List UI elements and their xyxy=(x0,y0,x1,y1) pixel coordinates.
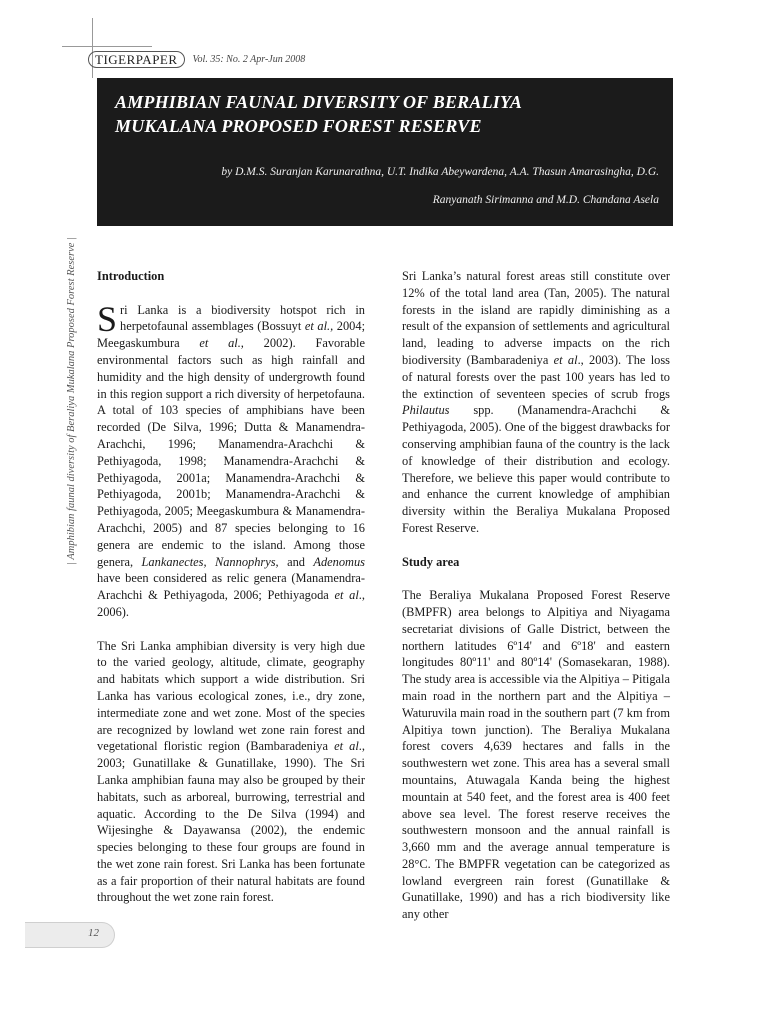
section-heading-study-area: Study area xyxy=(402,554,460,569)
intro-paragraph-2: The Sri Lanka amphibian diversity is very high due to the varied geology, altitude, climate, geography and habitats which support a wide distribution. Sri Lanka has various ecological zones, i.e., dry zone, intermediate zone and wet zone. Most of the species are recognized by lowland wet zone rain forest and vegetational floristic region (Bambaradeniya et al., 2003; Gunatillake & Gunatillake, 1990). The Sri Lanka amphibian fauna may also be grouped by their habitats, such as arboreal, burrowing, terrestrial and aquatic. According to the De Silva (1994) and Wijesinghe & Dayawansa (2002), the endemic species belonging to these four groups are found in the wet zone rain forest. Sri Lanka has been fortunate as a fair proportion of their natural habitats are found throughout the wet zone rain forest. xyxy=(97,638,365,905)
page-number-tab xyxy=(25,922,115,948)
journal-logo: TIGERPAPER xyxy=(88,51,185,68)
study-area-paragraph: The Beraliya Mukalana Proposed Forest Reserve (BMPFR) area belongs to Alpitiya and Niyagama secretariat divisions of Galle District, between the northern latitudes 6º14' and 6º18' and eastern longitudes 80º11' and 80º14' (Somasekaran, 1988). The study area is accessible via the Alpitiya – Pitigala main road in the northern part and the Alpitiya – Waturuvila main road in the southern part (7 km from Alpitiya town junction). The Beraliya Mukalana forest covers 4,639 hectares and falls in the southwestern wet zone. This area has a several small mountains, Atuwagala Kanda being the highest mountain at 540 feet, and the forest area is 400 feet above sea level. The forest reserve receives the southwestern monsoon and the annual rainfall is 3,660 mm and the average annual temperature is 28°C. The BMPFR vegetation can be categorized as lowland evergreen rain forest (Gunatillake & Gunatillake, 1990) and has a rich biodiversity like any other xyxy=(402,588,670,922)
drop-cap: S xyxy=(97,298,118,339)
issue-info: Vol. 35: No. 2 Apr-Jun 2008 xyxy=(192,53,306,65)
section-heading-introduction: Introduction xyxy=(97,269,165,283)
masthead xyxy=(88,50,305,68)
article-title: AMPHIBIAN FAUNAL DIVERSITY OF BERALIYA MUKALANA PROPOSED FOREST RESERVE xyxy=(115,92,523,136)
right-column xyxy=(402,268,670,940)
intro-paragraph-1: Sri Lanka is a biodiversity hotspot rich in herpetofaunal assemblages (Bossuyt et al., 2004; Meegaskumbura et al., 2002). Favorable environmental factors such as high rainfall and humidity and the high density of undergrowth found in this region support a rich diversity of herpetofauna. A total of 103 species of amphibians have been recorded (De Silva, 1996; Dutta & Manamendra-Arachchi, 1996; Manamendra-Arachchi & Pethiyagoda, 1998; Manamendra-Arachchi & Pethiyagoda, 2001a; Manamendra-Arachchi & Pethiyagoda, 2001b; Manamendra-Arachchi & Pethiyagoda, 2005; Meegaskumbura & Manamendra-Arachchi, 2005) and 87 species belonging to 16 genera are endemic to the island. Among those genera, Lankanectes, Nannophrys, and Adenomus have been considered as relic genera (Manamendra-Arachchi & Pethiyagoda, 2006; Pethiyagoda et al., 2006). xyxy=(97,298,366,619)
intro-paragraph-3: Sri Lanka’s natural forest areas still constitute over 12% of the total land area (Tan, 2005). The natural forests in the island are rapidly diminishing as a result of the expansion of settlements and agricultural land, leading to adverse impacts on the rich biodiversity (Bambaradeniya et al., 2003). The loss of natural forests over the past 100 years has led to the extinction of seventeen species of scrub frogs Philautus spp. (Manamendra-Arachchi & Pethiyagoda, 2005). One of the biggest drawbacks for conserving amphibian fauna of the country is the lack of knowledge of their distribution and ecology. Therefore, we believe this paper would contribute to and enhance the current knowledge of amphibian diversity within the Beraliya Mukalana Proposed Forest Reserve. xyxy=(402,269,670,535)
page-number: 12 xyxy=(88,927,99,939)
crop-mark-vertical xyxy=(92,18,93,78)
side-running-title: | Amphibian faunal diversity of Beraliya Mukalana Proposed Forest Reserve | xyxy=(66,237,77,565)
left-column xyxy=(97,268,365,923)
title-banner xyxy=(97,78,673,226)
article-authors: by D.M.S. Suranjan Karunarathna, U.T. Indika Abeywardena, A.A. Thasun Amarasingha, D.G. Ranyanath Sirimanna and M.D. Chandana Asela xyxy=(221,166,659,206)
